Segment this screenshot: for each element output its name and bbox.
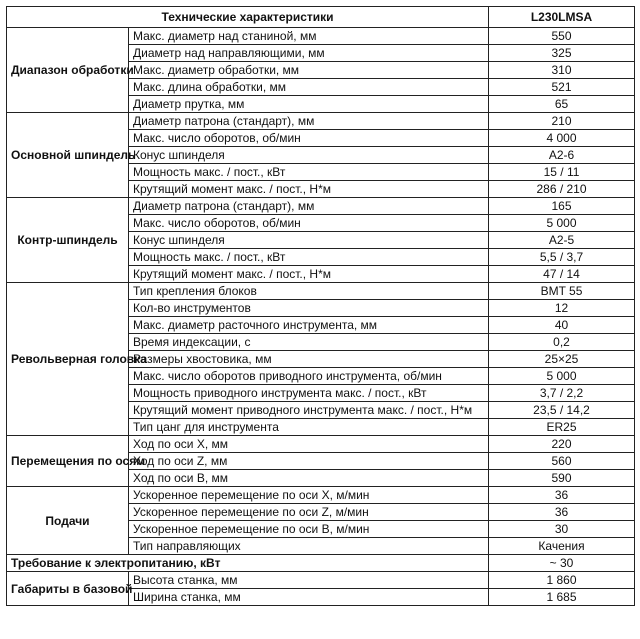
table-row <box>7 198 635 215</box>
param-name: Время индексации, с <box>129 334 489 351</box>
param-name: Макс. длина обработки, мм <box>129 79 489 96</box>
param-value: 5 000 <box>489 215 635 232</box>
param-name: Ход по оси X, мм <box>129 436 489 453</box>
param-value: A2-6 <box>489 147 635 164</box>
param-value: 521 <box>489 79 635 96</box>
power-requirement-value: ~ 30 <box>489 555 635 572</box>
param-value: 590 <box>489 470 635 487</box>
param-name: Макс. диаметр над станиной, мм <box>129 28 489 45</box>
param-name: Макс. число оборотов, об/мин <box>129 215 489 232</box>
group-title-machining-range: Диапазон обработки <box>7 28 129 113</box>
group-title-feeds: Подачи <box>7 487 129 555</box>
param-name: Диаметр патрона (стандарт), мм <box>129 198 489 215</box>
param-value: 4 000 <box>489 130 635 147</box>
spec-table <box>6 6 635 606</box>
group-title-dimensions: Габариты в базовой <box>7 572 129 606</box>
param-name: Крутящий момент макс. / пост., Н*м <box>129 266 489 283</box>
table-row <box>7 283 635 300</box>
param-value: 65 <box>489 96 635 113</box>
table-row <box>7 487 635 504</box>
param-value: 12 <box>489 300 635 317</box>
model-name: L230LMSA <box>489 7 635 28</box>
param-value: 210 <box>489 113 635 130</box>
param-value: 0,2 <box>489 334 635 351</box>
group-title-main-spindle: Основной шпиндель <box>7 113 129 198</box>
param-name: Диаметр прутка, мм <box>129 96 489 113</box>
table-row <box>7 436 635 453</box>
param-name: Конус шпинделя <box>129 232 489 249</box>
param-value: 15 / 11 <box>489 164 635 181</box>
param-name: Ход по оси Z, мм <box>129 453 489 470</box>
power-requirement-label: Требование к электропитанию, кВт <box>7 555 489 572</box>
param-value: 40 <box>489 317 635 334</box>
param-name: Диаметр над направляющими, мм <box>129 45 489 62</box>
param-name: Ход по оси B, мм <box>129 470 489 487</box>
group-title-sub-spindle: Контр-шпиндель <box>7 198 129 283</box>
param-name: Тип цанг для инструмента <box>129 419 489 436</box>
param-value: 5 000 <box>489 368 635 385</box>
param-value: 36 <box>489 504 635 521</box>
param-value: ER25 <box>489 419 635 436</box>
param-name: Мощность приводного инструмента макс. / пост., кВт <box>129 385 489 402</box>
param-name: Мощность макс. / пост., кВт <box>129 249 489 266</box>
param-value: 165 <box>489 198 635 215</box>
param-name: Ускоренное перемещение по оси Z, м/мин <box>129 504 489 521</box>
param-name: Крутящий момент приводного инструмента макс. / пост., Н*м <box>129 402 489 419</box>
param-name: Тип крепления блоков <box>129 283 489 300</box>
param-name: Ширина станка, мм <box>129 589 489 606</box>
param-value: 286 / 210 <box>489 181 635 198</box>
param-value: 25×25 <box>489 351 635 368</box>
param-value: 220 <box>489 436 635 453</box>
param-value: 1 685 <box>489 589 635 606</box>
param-value: 23,5 / 14,2 <box>489 402 635 419</box>
param-value: 5,5 / 3,7 <box>489 249 635 266</box>
param-value: 325 <box>489 45 635 62</box>
table-row <box>7 113 635 130</box>
param-name: Макс. число оборотов, об/мин <box>129 130 489 147</box>
param-name: Тип направляющих <box>129 538 489 555</box>
param-name: Макс. число оборотов приводного инструмента, об/мин <box>129 368 489 385</box>
param-value: A2-5 <box>489 232 635 249</box>
table-header-row <box>7 7 635 28</box>
param-name: Ускоренное перемещение по оси X, м/мин <box>129 487 489 504</box>
param-value: 30 <box>489 521 635 538</box>
param-name: Макс. диаметр обработки, мм <box>129 62 489 79</box>
table-row <box>7 555 635 572</box>
param-name: Конус шпинделя <box>129 147 489 164</box>
param-value: Качения <box>489 538 635 555</box>
param-value: 550 <box>489 28 635 45</box>
spec-sheet <box>6 6 634 606</box>
param-value: 1 860 <box>489 572 635 589</box>
param-value: 3,7 / 2,2 <box>489 385 635 402</box>
table-row <box>7 572 635 589</box>
param-name: Размеры хвостовика, мм <box>129 351 489 368</box>
group-title-axis-travel: Перемещения по осям <box>7 436 129 487</box>
characteristics-title: Технические характеристики <box>7 7 489 28</box>
param-value: 47 / 14 <box>489 266 635 283</box>
param-name: Ускоренное перемещение по оси B, м/мин <box>129 521 489 538</box>
param-name: Мощность макс. / пост., кВт <box>129 164 489 181</box>
param-name: Макс. диаметр расточного инструмента, мм <box>129 317 489 334</box>
param-value: 560 <box>489 453 635 470</box>
param-value: 310 <box>489 62 635 79</box>
param-value: 36 <box>489 487 635 504</box>
param-name: Кол-во инструментов <box>129 300 489 317</box>
group-title-turret: Револьверная головка <box>7 283 129 436</box>
param-name: Диаметр патрона (стандарт), мм <box>129 113 489 130</box>
param-name: Высота станка, мм <box>129 572 489 589</box>
table-row <box>7 28 635 45</box>
param-value: BMT 55 <box>489 283 635 300</box>
param-name: Крутящий момент макс. / пост., Н*м <box>129 181 489 198</box>
